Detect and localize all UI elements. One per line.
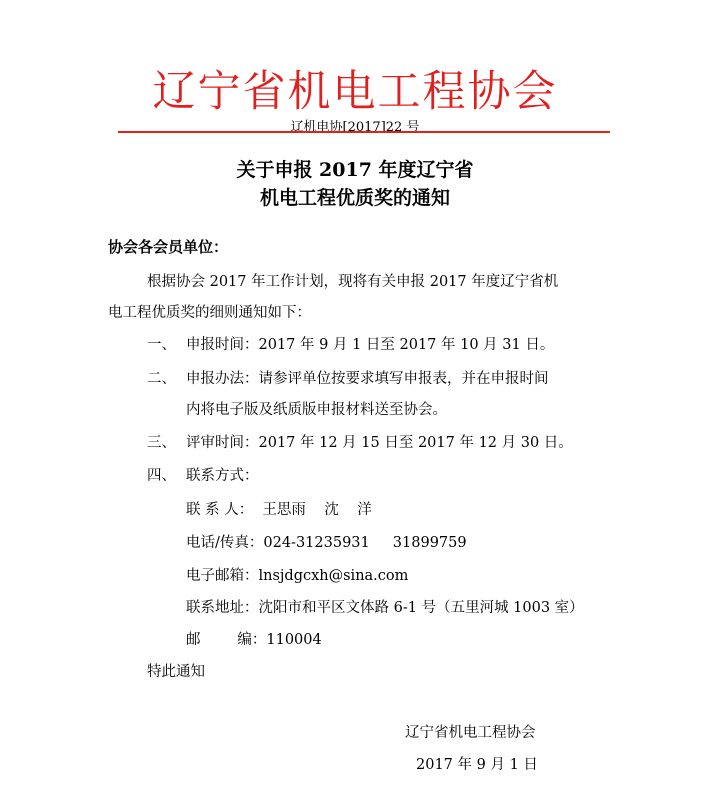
item-text: 联系方式： — [186, 468, 259, 484]
item-number: 二、 — [147, 371, 176, 387]
signature-date: 2017 年 9 月 1 日 — [416, 757, 538, 773]
signature-organization: 辽宁省机电工程协会 — [405, 725, 536, 741]
notice-title-line-1: 关于申报 2017 年度辽宁省 — [236, 159, 474, 181]
contact-email: 电子邮箱：lnsjdgcxh@sina.com — [186, 568, 409, 584]
item-text-continued: 内将电子版及纸质版申报材料送至协会。 — [186, 402, 447, 418]
item-text: 申报办法：请参评单位按要求填写申报表，并在申报时间 — [186, 371, 549, 387]
salutation: 协会各会员单位： — [108, 238, 229, 256]
contact-person: 联 系 人： 王思雨 沈 洋 — [186, 502, 372, 518]
contact-address: 联系地址：沈阳市和平区文体路 6-1 号（五里河城 1003 室） — [186, 600, 584, 616]
item-number: 三、 — [147, 435, 176, 451]
intro-line-2: 电工程优质奖的细则通知如下： — [108, 305, 311, 321]
contact-phone: 电话/传真：024-31235931 31899759 — [186, 535, 467, 551]
item-number: 一、 — [147, 337, 176, 353]
organization-header: 辽宁省机电工程协会 — [152, 67, 558, 117]
notice-title-line-2: 机电工程优质奖的通知 — [259, 187, 450, 209]
item-text: 申报时间：2017 年 9 月 1 日至 2017 年 10 月 31 日。 — [186, 337, 555, 353]
document-number: 辽机电协[2017]22 号 — [290, 120, 420, 135]
header-divider — [118, 131, 610, 133]
closing-remark: 特此通知 — [147, 664, 205, 680]
intro-line-1: 根据协会 2017 年工作计划，现将有关申报 2017 年度辽宁省机 — [147, 274, 559, 290]
contact-postcode: 邮 编：110004 — [186, 632, 322, 648]
item-number: 四、 — [147, 468, 176, 484]
item-text: 评审时间：2017 年 12 月 15 日至 2017 年 12 月 30 日。 — [186, 435, 573, 451]
